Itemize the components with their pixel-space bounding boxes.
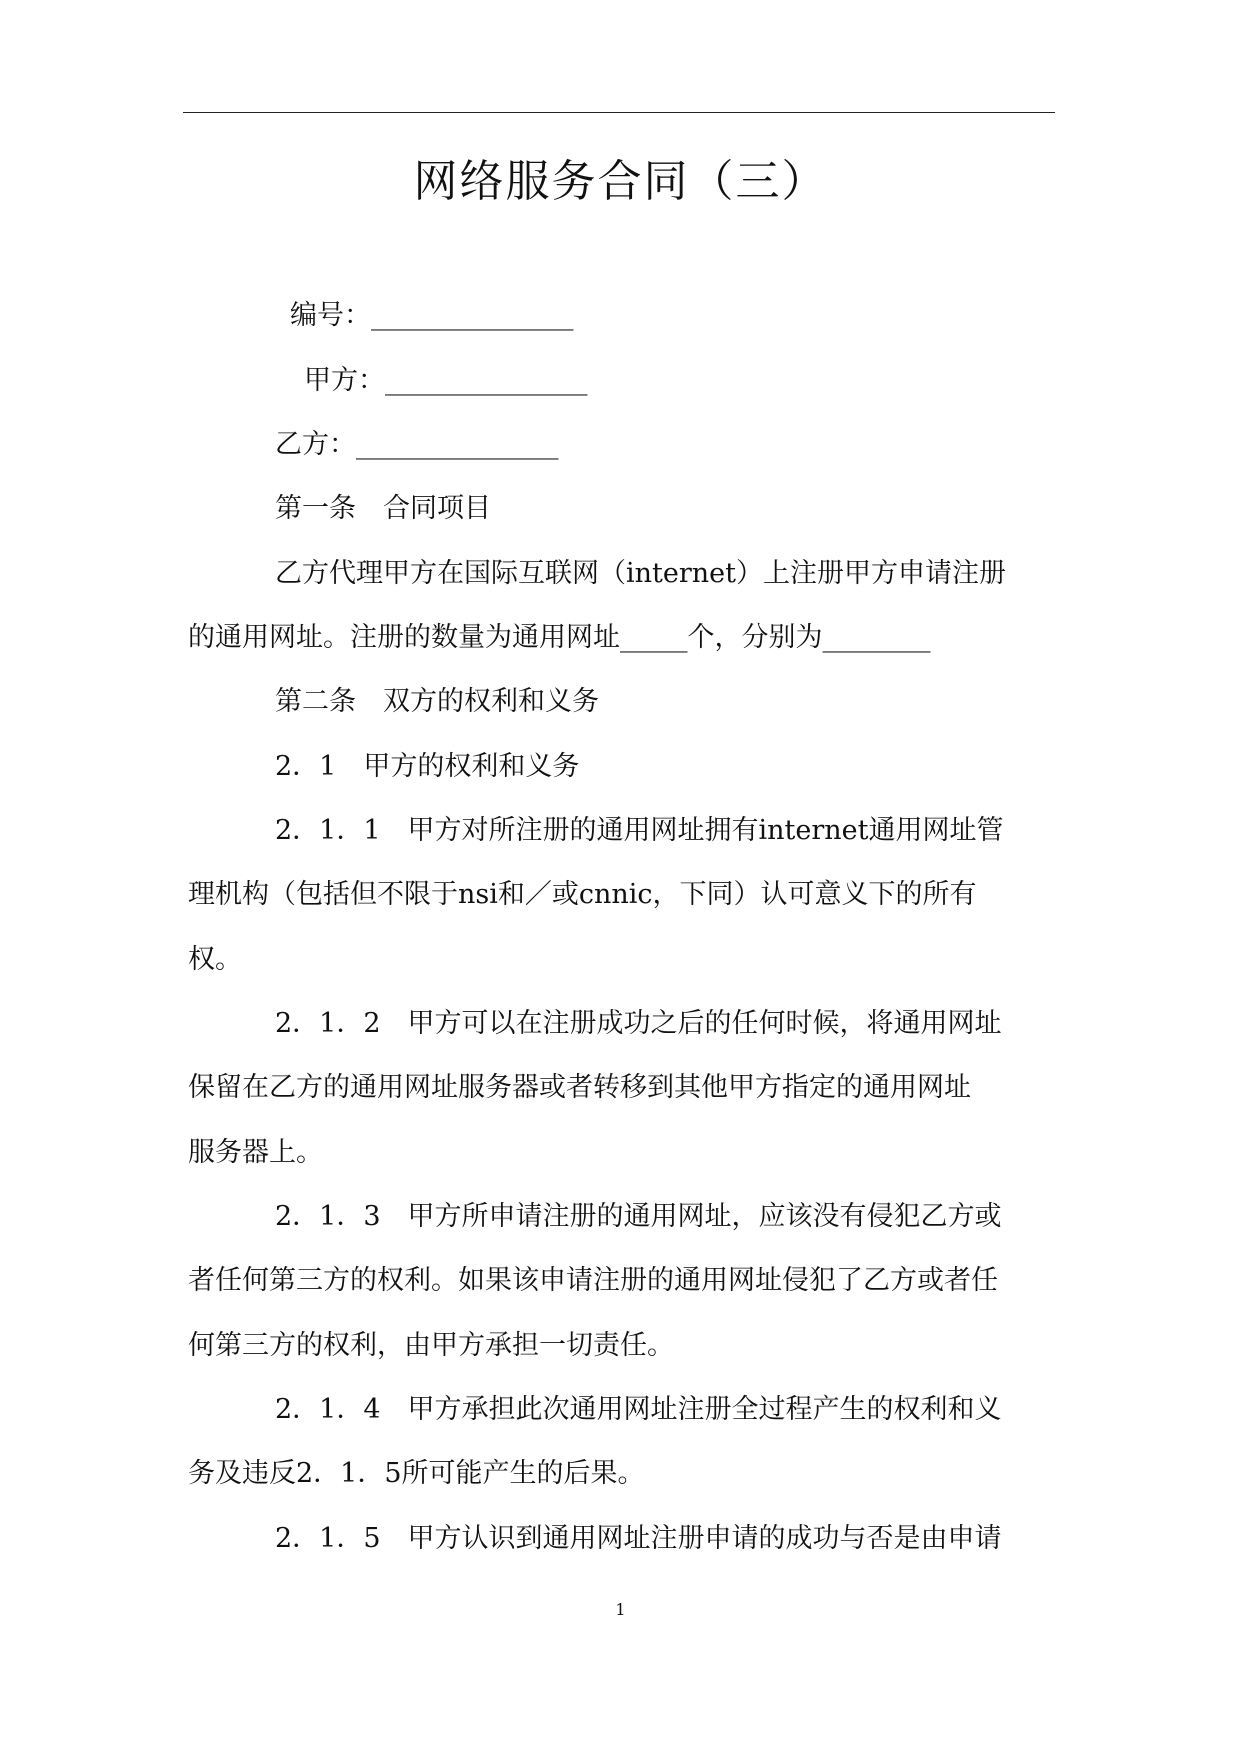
paragraph-line: 2．1．3 甲方所申请注册的通用网址，应该没有侵犯乙方或: [275, 1201, 1002, 1232]
paragraph-line: 服务器上。: [188, 1137, 323, 1168]
paragraph-line: 2．1．5 甲方认识到通用网址注册申请的成功与否是由申请: [275, 1523, 1002, 1554]
paragraph-line: 保留在乙方的通用网址服务器或者转移到其他甲方指定的通用网址: [188, 1072, 971, 1103]
paragraph-line: 乙方代理甲方在国际互联网（internet）上注册甲方申请注册: [275, 558, 1006, 589]
field-party-b: 乙方：_______________: [275, 429, 559, 460]
field-party-a: 甲方：_______________: [304, 365, 588, 396]
article-2-heading: 第二条 双方的权利和义务: [275, 686, 599, 717]
paragraph-line: 2．1．2 甲方可以在注册成功之后的任何时候，将通用网址: [275, 1008, 1002, 1039]
paragraph-line: 的通用网址。注册的数量为通用网址_____个，分别为________: [188, 622, 931, 653]
document-title: 网络服务合同（三）: [413, 156, 828, 207]
article-1-heading: 第一条 合同项目: [275, 493, 491, 524]
paragraph-line: 2．1．4 甲方承担此次通用网址注册全过程产生的权利和义: [275, 1394, 1002, 1425]
paragraph-line: 2．1．1 甲方对所注册的通用网址拥有internet通用网址管: [275, 815, 1004, 846]
header-rule: [183, 112, 1055, 113]
paragraph-line: 理机构（包括但不限于nsi和／或cnnic，下同）认可意义下的所有: [188, 879, 977, 910]
paragraph-line: 权。: [188, 944, 242, 975]
paragraph-line: 务及违反2．1．5所可能产生的后果。: [188, 1458, 645, 1489]
paragraph-line: 者任何第三方的权利。如果该申请注册的通用网址侵犯了乙方或者任: [188, 1265, 998, 1296]
paragraph-line: 何第三方的权利，由甲方承担一切责任。: [188, 1330, 674, 1361]
page-number: 1: [615, 1600, 626, 1619]
section-heading: 2．1 甲方的权利和义务: [275, 751, 580, 782]
field-number: 编号：_______________: [290, 300, 574, 331]
